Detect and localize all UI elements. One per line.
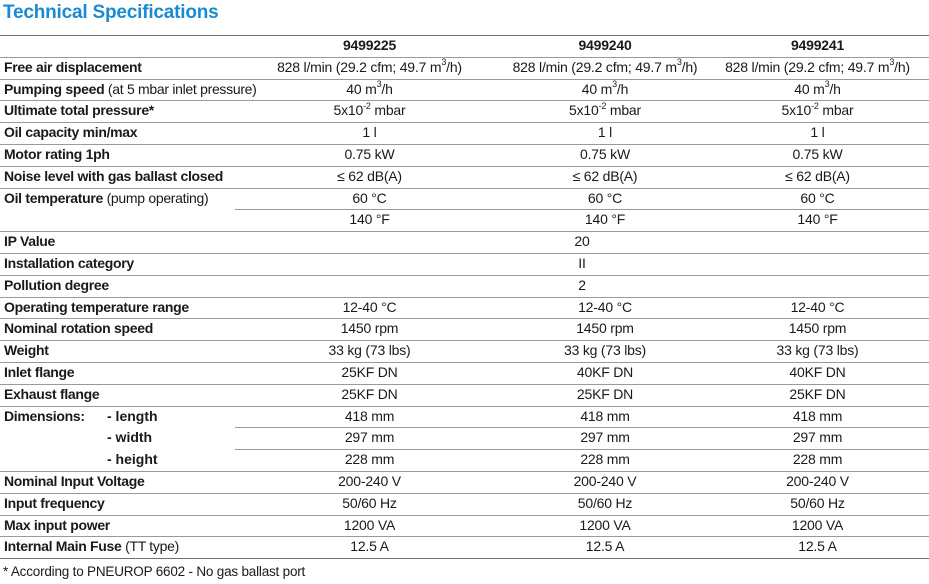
- cell-value: 1450 rpm: [340, 320, 399, 337]
- cell-value: 228 mm: [580, 451, 630, 468]
- table-row: [0, 449, 929, 471]
- row-label: Dimensions:: [4, 407, 85, 424]
- cell-value: 12-40 °C: [342, 298, 397, 315]
- cell-value: 40 $m^3/h$: [794, 78, 841, 97]
- table-row: [0, 188, 929, 210]
- cell-value: 12.5 A: [798, 538, 837, 555]
- cell-value: 228 mm: [344, 451, 395, 468]
- cell-value: 60 °C: [800, 189, 835, 206]
- cell-value: 60 °C: [352, 189, 387, 206]
- cell-value: 297 mm: [792, 429, 843, 446]
- cell-value: 1 l: [597, 124, 613, 141]
- cell-value: 1450 rpm: [576, 320, 634, 337]
- spanning-value: 20: [574, 233, 590, 250]
- table-row: [0, 493, 929, 515]
- cell-value: 140 °F: [349, 211, 390, 228]
- table-row: [0, 471, 929, 493]
- row-label: Internal Main Fuse (TT type): [4, 538, 179, 555]
- row-label: Nominal Input Voltage: [4, 473, 145, 489]
- cell-value: 140 °F: [584, 211, 626, 228]
- row-label: Nominal rotation speed: [4, 320, 153, 337]
- cell-value: 0.75 kW: [792, 146, 843, 162]
- cell-value: 418 mm: [792, 407, 843, 424]
- row-label: Oil capacity min/max: [4, 124, 138, 141]
- cell-value: 228 mm: [792, 451, 843, 468]
- table-row: [0, 166, 929, 188]
- row-label: Max input power: [4, 516, 110, 533]
- table-row: [0, 275, 929, 297]
- table-row: [0, 384, 929, 406]
- dimension-sublabel: - width: [107, 429, 153, 446]
- cell-value: 297 mm: [344, 429, 395, 446]
- cell-value: 50/60 Hz: [790, 494, 845, 511]
- row-label: Inlet flange: [4, 364, 75, 380]
- cell-value: 25KF DN: [341, 385, 398, 402]
- row-divider: [0, 558, 929, 559]
- row-label: Weight: [4, 342, 49, 359]
- row-label: Operating temperature range: [4, 298, 189, 315]
- cell-value: ≤ 62 dB(A): [785, 167, 850, 184]
- cell-value: 200-240 V: [573, 473, 637, 489]
- table-row: [0, 144, 929, 166]
- row-label: Installation category: [4, 255, 134, 271]
- page-title: Technical Specifications: [3, 2, 219, 23]
- column-header: 9499225: [342, 37, 397, 53]
- spanning-value: II: [578, 255, 586, 271]
- cell-value: 1 l: [362, 124, 377, 141]
- cell-value: 828 l/min (29.2 cfm; 49.7 $m^3/h$): [512, 57, 698, 75]
- cell-value: 33 kg (73 lbs): [776, 342, 859, 359]
- cell-value: 1200 VA: [343, 516, 396, 533]
- row-label-note: (pump operating): [102, 189, 209, 206]
- cell-value: 0.75 kW: [344, 146, 395, 162]
- cell-value: 25KF DN: [789, 385, 846, 402]
- table-row: [0, 100, 929, 122]
- table-header: [0, 35, 929, 57]
- table-row: [0, 536, 929, 558]
- cell-value: 40KF DN: [789, 364, 846, 380]
- table-row: [0, 253, 929, 275]
- cell-value: 40 $m^3/h$: [346, 78, 393, 97]
- cell-value: 33 kg (73 lbs): [328, 342, 411, 359]
- cell-value: ≤ 62 dB(A): [572, 167, 638, 184]
- cell-value: 60 °C: [587, 189, 623, 206]
- row-label: Input frequency: [4, 494, 105, 511]
- cell-value: 140 °F: [797, 211, 838, 228]
- row-label-note: (at 5 mbar inlet pressure): [104, 80, 257, 97]
- footnote: * According to PNEUROP 6602 - No gas ballast port: [3, 564, 306, 579]
- table-row: [0, 209, 929, 231]
- dimension-sublabel: - length: [107, 407, 158, 424]
- row-label-note: (TT type): [121, 538, 179, 555]
- cell-value: 25KF DN: [576, 385, 634, 402]
- table-row: [0, 79, 929, 101]
- row-label: Ultimate total pressure*: [4, 102, 154, 119]
- cell-value: 12.5 A: [350, 538, 389, 555]
- cell-value: 1200 VA: [791, 516, 844, 533]
- row-label: Motor rating 1ph: [4, 146, 110, 162]
- cell-value: 1450 rpm: [788, 320, 847, 337]
- row-label: Noise level with gas ballast closed: [4, 167, 224, 184]
- spanning-value: 2: [578, 276, 586, 293]
- table-row: [0, 362, 929, 384]
- cell-value: 12-40 °C: [578, 298, 632, 315]
- cell-value: 418 mm: [344, 407, 395, 424]
- cell-value: 25KF DN: [341, 364, 398, 380]
- cell-value: 200-240 V: [338, 473, 401, 489]
- dimension-sublabel: - height: [107, 451, 158, 468]
- cell-value: 12-40 °C: [790, 298, 845, 315]
- cell-value: 418 mm: [580, 407, 630, 424]
- cell-value: 200-240 V: [786, 473, 849, 489]
- column-header: 9499241: [790, 37, 845, 53]
- cell-value: $5x10^{-2}$ mbar: [781, 100, 854, 119]
- table-row: [0, 297, 929, 319]
- row-label: Pumping speed (at 5 mbar inlet pressure): [4, 80, 257, 97]
- row-label: Free air displacement: [4, 58, 142, 75]
- table-row: [0, 340, 929, 362]
- table-row: [0, 57, 929, 79]
- row-label: Oil temperature (pump operating): [4, 189, 209, 206]
- cell-value: $5x10^{-2}$ mbar: [333, 100, 406, 119]
- table-row: [0, 427, 929, 449]
- cell-value: 50/60 Hz: [342, 494, 397, 511]
- cell-value: 40KF DN: [576, 364, 634, 380]
- cell-value: 828 l/min (29.2 cfm; 49.7 $m^3/h$): [725, 57, 910, 75]
- cell-value: ≤ 62 dB(A): [337, 167, 402, 184]
- cell-value: 297 mm: [580, 429, 630, 446]
- cell-value: 40 $m^3/h$: [581, 78, 629, 97]
- cell-value: 1200 VA: [579, 516, 631, 533]
- table-row: [0, 231, 929, 253]
- table-row: [0, 122, 929, 144]
- cell-value: 12.5 A: [585, 538, 625, 555]
- table-row: [0, 318, 929, 340]
- column-header: 9499240: [578, 37, 632, 53]
- table-row: [0, 515, 929, 537]
- row-label: Pollution degree: [4, 276, 109, 293]
- cell-value: 50/60 Hz: [577, 494, 633, 511]
- cell-value: $5x10^{-2}$ mbar: [569, 100, 641, 119]
- row-label: IP Value: [4, 233, 56, 250]
- row-label: Exhaust flange: [4, 385, 100, 402]
- cell-value: 1 l: [810, 124, 825, 141]
- cell-value: 0.75 kW: [580, 146, 630, 162]
- table-row: [0, 406, 929, 428]
- cell-value: 828 l/min (29.2 cfm; 49.7 $m^3/h$): [277, 57, 462, 75]
- cell-value: 33 kg (73 lbs): [563, 342, 647, 359]
